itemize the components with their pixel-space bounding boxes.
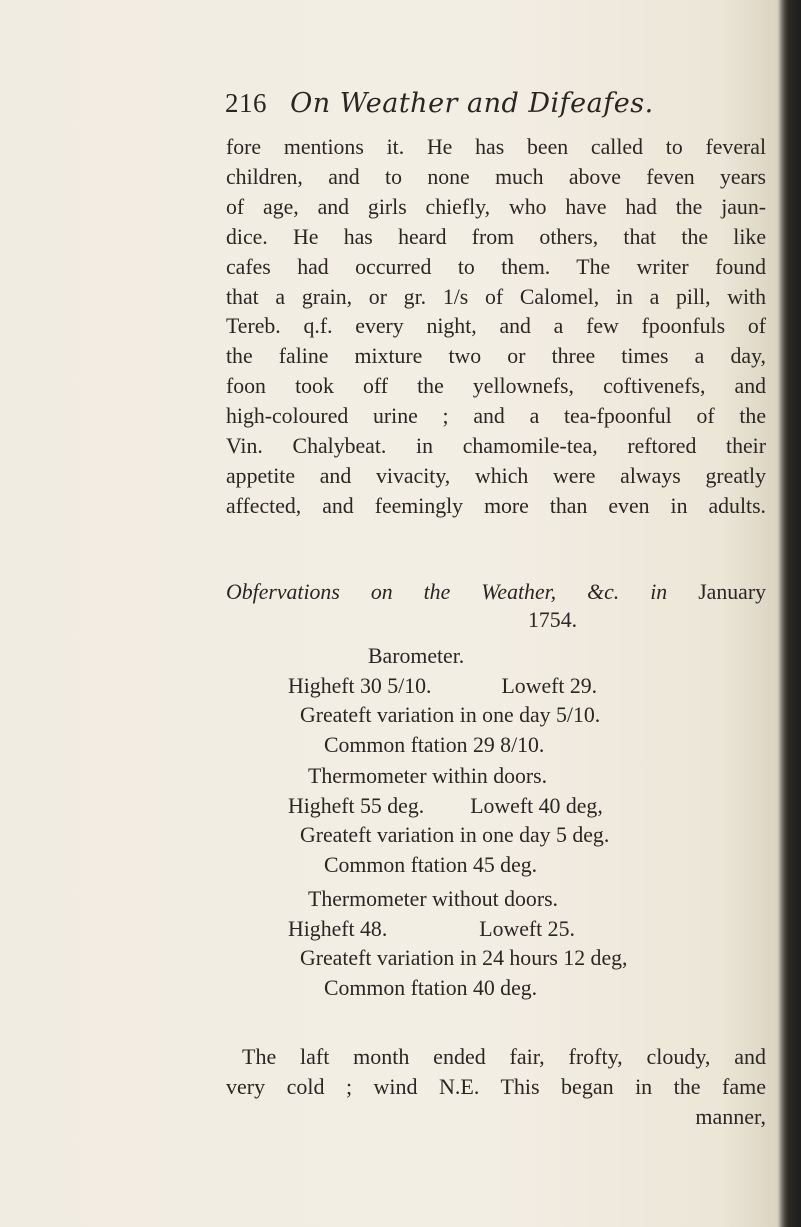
thermometer-within-highest: Higheft 55 deg. xyxy=(288,793,425,818)
thermometer-without-common: Common ftation 40 deg. xyxy=(324,975,538,1000)
paragraph-line: foon took off the yellownefs, coftivenefs, and xyxy=(226,374,766,399)
paragraph-line: appetite and vivacity, which were always greatly xyxy=(226,463,766,488)
thermometer-without-section xyxy=(288,885,758,1003)
closing-line: The laft month ended fair, frofty, cloudy, and xyxy=(242,1044,766,1069)
closing-line: very cold ; wind N.E. This began in the fame xyxy=(226,1074,766,1099)
thermometer-without-lowest: Loweft 25. xyxy=(479,916,575,941)
observations-heading xyxy=(226,578,766,634)
thermometer-without-title: Thermometer without doors. xyxy=(308,887,559,911)
page-number: 216 xyxy=(225,88,267,118)
paragraph-line: Tereb. q.f. every night, and a few fpoonfuls of xyxy=(226,314,766,339)
paragraph-line: high-coloured urine ; and a tea-fpoonful of the xyxy=(226,404,766,429)
paragraph-line: that a grain, or gr. 1/s of Calomel, in a pill, with xyxy=(226,284,766,309)
barometer-title: Barometer. xyxy=(368,644,465,668)
thermometer-without-variation: Greateft variation in 24 hours 12 deg, xyxy=(300,946,628,970)
catchword: manner, xyxy=(695,1104,766,1129)
thermometer-within-variation: Greateft variation in one day 5 deg. xyxy=(300,823,610,847)
paragraph xyxy=(226,133,766,522)
thermometer-within-extremes xyxy=(288,792,758,822)
paragraph-line: cafes had occurred to them. The writer found xyxy=(226,254,766,279)
thermometer-within-common: Common ftation 45 deg. xyxy=(324,852,538,877)
barometer-section xyxy=(288,642,758,760)
paragraph-line: affected, and feemingly more than even in adults. xyxy=(226,493,766,518)
running-head xyxy=(225,88,745,128)
barometer-variation: Greateft variation in one day 5/10. xyxy=(300,703,601,727)
thermometer-within-lowest: Loweft 40 deg, xyxy=(470,793,603,818)
running-title: On Weather and Difeafes. xyxy=(290,88,654,119)
thermometer-within-title: Thermometer within doors. xyxy=(308,764,548,788)
paragraph-line: dice. He has heard from others, that the like xyxy=(226,224,766,249)
paragraph-line: of age, and girls chiefly, who have had the jaun- xyxy=(226,194,766,219)
barometer-lowest: Loweft 29. xyxy=(501,673,598,698)
observations-heading-italic: Obfervations on the Weather, &c. in xyxy=(226,580,668,604)
page-edge-shadow xyxy=(779,0,801,1227)
observations-heading-year: 1754. xyxy=(528,608,578,632)
paragraph-line: the faline mixture two or three times a day, xyxy=(226,344,766,369)
barometer-common: Common ftation 29 8/10. xyxy=(324,732,545,757)
observations-heading-month: January xyxy=(698,580,766,604)
thermometer-without-extremes xyxy=(288,915,758,945)
closing-paragraph xyxy=(226,1042,766,1102)
thermometer-within-section xyxy=(288,762,758,880)
barometer-highest: Higheft 30 5/10. xyxy=(288,673,432,698)
paragraph-line: Vin. Chalybeat. in chamomile-tea, reftored their xyxy=(226,434,766,459)
barometer-extremes xyxy=(288,672,758,702)
paragraph-line: fore mentions it. He has been called to feveral xyxy=(226,135,766,159)
thermometer-without-highest: Higheft 48. xyxy=(288,916,388,941)
paragraph-line: children, and to none much above feven years xyxy=(226,164,766,189)
